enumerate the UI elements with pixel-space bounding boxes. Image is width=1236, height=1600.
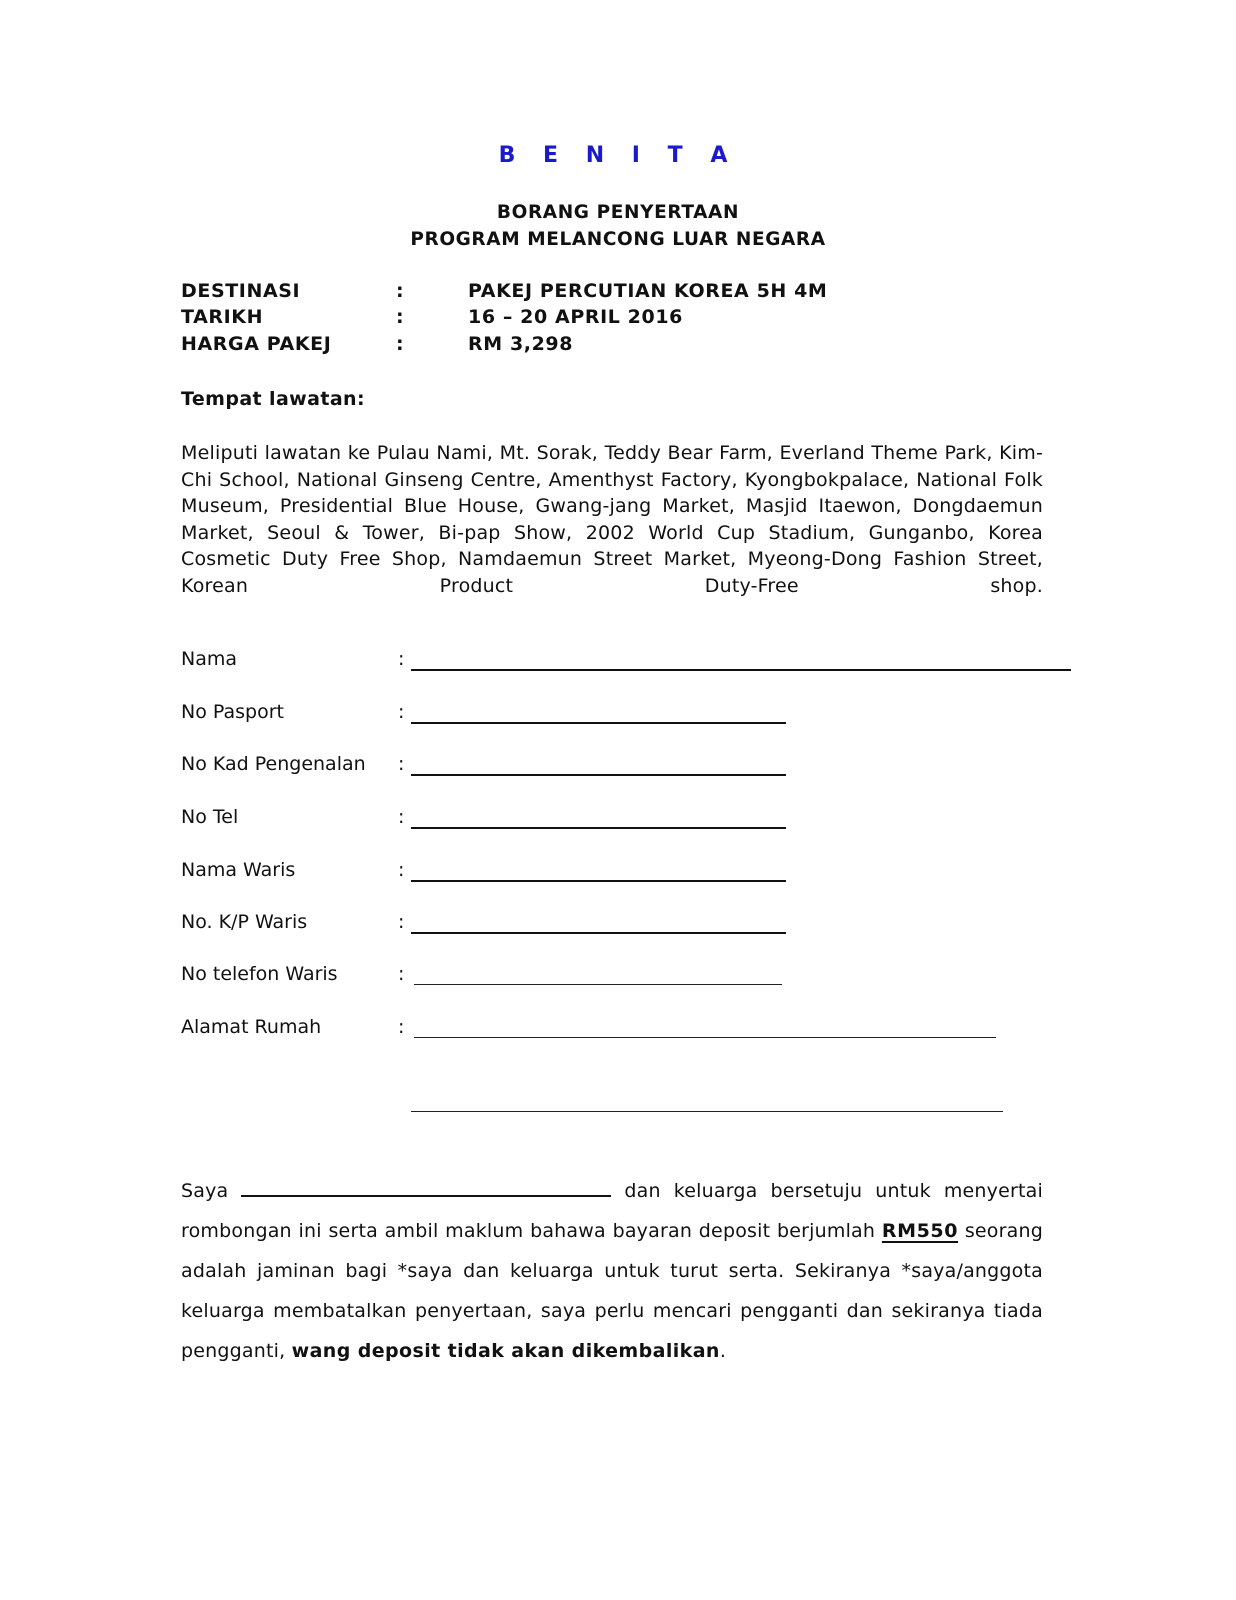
field-colon: : — [398, 753, 405, 775]
heir-ic-input-line[interactable] — [411, 932, 786, 934]
heir-name-input-line[interactable] — [411, 880, 786, 882]
brand-name: B E N I T A — [498, 143, 738, 168]
deposit-amount: RM550 — [881, 1220, 959, 1242]
info-label: DESTINASI — [181, 280, 301, 302]
nama-input-line[interactable] — [411, 669, 1071, 671]
info-colon: : — [396, 280, 405, 302]
field-nama-waris — [181, 859, 1081, 887]
info-colon: : — [396, 333, 405, 355]
info-label: TARIKH — [181, 306, 264, 328]
places-paragraph: Meliputi lawatan ke Pulau Nami, Mt. Sorak, Teddy Bear Farm, Everland Theme Park, Kim-Chi School, National Ginseng Centre, Amenthyst Factory, Kyongbokpalace, National Folk Museum, Presidential Blue House, Gwang-jang Market, Masjid Itaewon, Dongdaemun Market, Seoul & Tower, Bi-pap Show, 2002 World Cup Stadium, Gunganbo, Korea Cosmetic Duty Free Shop, Namdaemun Street Market, Myeong-Dong Fashion Street, Korean Product Duty-Free shop. — [181, 442, 1043, 597]
field-colon: : — [398, 806, 405, 828]
info-colon: : — [396, 306, 405, 328]
address-input-line-2[interactable] — [411, 1111, 1003, 1112]
field-label: No. K/P Waris — [181, 911, 308, 933]
field-no-pasport — [181, 701, 1081, 729]
field-label: No Pasport — [181, 701, 284, 723]
field-telefon-waris — [181, 963, 1081, 991]
field-colon: : — [398, 701, 405, 723]
address-input-line-1[interactable] — [414, 1037, 996, 1038]
deposit-warning: wang deposit tidak akan dikembalikan — [291, 1340, 720, 1362]
field-label: No Kad Pengenalan — [181, 753, 366, 775]
declarant-name-line[interactable] — [241, 1177, 611, 1197]
field-label: No telefon Waris — [181, 963, 338, 985]
info-row-destination — [181, 280, 1081, 304]
field-kp-waris — [181, 911, 1081, 939]
ic-input-line[interactable] — [411, 774, 786, 776]
tel-input-line[interactable] — [411, 827, 786, 829]
pasport-input-line[interactable] — [411, 722, 786, 724]
form-subtitle: PROGRAM MELANCONG LUAR NEGARA — [410, 229, 826, 250]
field-colon: : — [398, 648, 405, 670]
field-label: Nama — [181, 648, 238, 670]
places-heading: Tempat lawatan: — [181, 388, 365, 410]
info-value: PAKEJ PERCUTIAN KOREA 5H 4M — [468, 280, 828, 302]
info-label: HARGA PAKEJ — [181, 333, 332, 355]
info-value: 16 – 20 APRIL 2016 — [468, 306, 683, 328]
field-nama — [181, 648, 1081, 676]
field-alamat-rumah — [181, 1016, 1081, 1044]
field-no-kad-pengenalan — [181, 753, 1081, 781]
info-row-price — [181, 333, 1081, 357]
declaration-end: . — [719, 1340, 727, 1362]
field-label: Alamat Rumah — [181, 1016, 322, 1038]
field-alamat-rumah-cont — [181, 1090, 1081, 1118]
info-value: RM 3,298 — [468, 333, 574, 355]
field-colon: : — [398, 911, 405, 933]
declaration-text-1: dan keluarga bersetuju untuk menyertai rombongan ini serta ambil maklum bahawa bayaran deposit berjumlah — [181, 1180, 1043, 1242]
declaration-saya: Saya — [181, 1180, 229, 1202]
field-colon: : — [398, 859, 405, 881]
heir-tel-input-line[interactable] — [414, 984, 782, 985]
info-row-date — [181, 306, 1081, 330]
field-colon: : — [398, 963, 405, 985]
field-label: Nama Waris — [181, 859, 296, 881]
field-label: No Tel — [181, 806, 239, 828]
declaration-text-2: seorang adalah jaminan bagi *saya dan keluarga untuk turut serta. Sekiranya *saya/anggota keluarga membatalkan penyertaan, saya perlu mencari pengganti dan sekiranya tiada pengganti, — [181, 1220, 1043, 1362]
field-colon: : — [398, 1016, 405, 1038]
form-title: BORANG PENYERTAAN — [496, 202, 740, 223]
field-no-tel — [181, 806, 1081, 834]
declaration-paragraph — [181, 1171, 1043, 1371]
